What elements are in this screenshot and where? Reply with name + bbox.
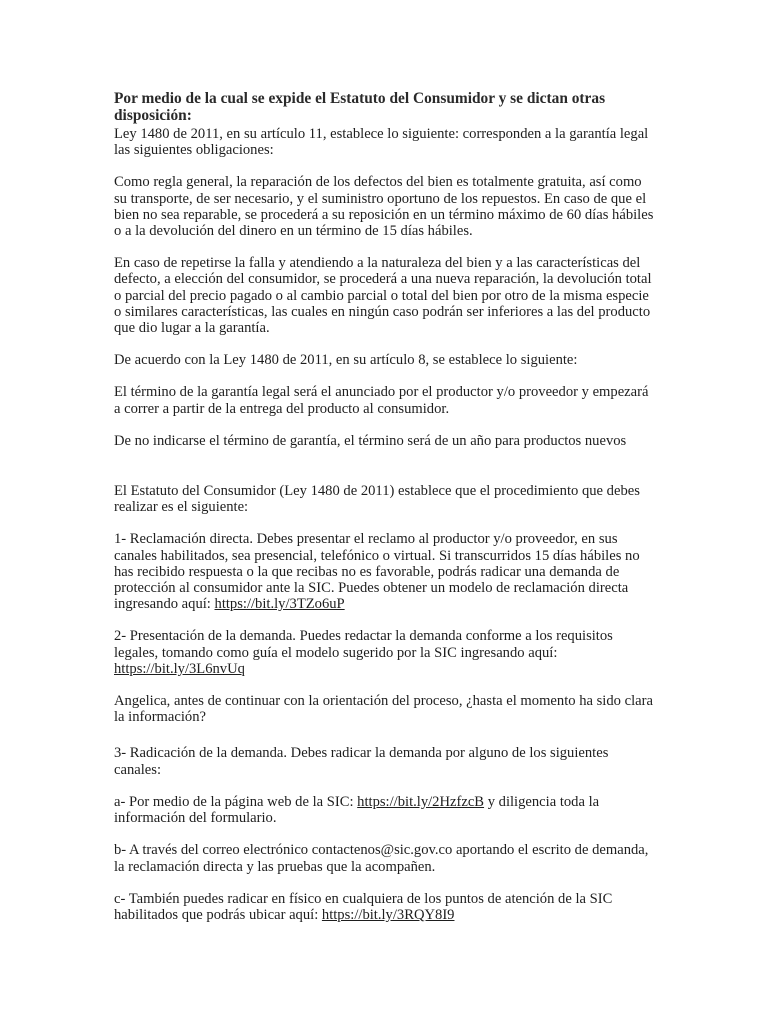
general-rule-paragraph: Como regla general, la reparación de los defectos del bien es totalmente gratuita, así como su transporte, de ser necesario, y el suministro oportuno de los repuestos. En caso de que el bien no sea reparable, se procederá a su reposición en un término máximo de 60 días hábiles o a la devolución del dinero en un término de 15 días hábiles. — [114, 174, 654, 240]
channel-c-paragraph — [114, 891, 654, 923]
default-term-paragraph: De no indicarse el término de garantía, el término será de un año para productos nuevos — [114, 432, 627, 449]
step-2-text: 2- Presentación de la demanda. Puedes redactar la demanda conforme a los requisitos legales, tomando como guía el modelo sugerido por la SIC ingresando aquí: — [114, 628, 613, 661]
channel-c-link[interactable]: https://bit.ly/3RQY8I9 — [321, 906, 455, 923]
step-1-link[interactable]: https://bit.ly/3TZo6uP — [214, 596, 345, 613]
step-2-paragraph — [114, 628, 654, 677]
step-3-paragraph: 3- Radicación de la demanda. Debes radicar la demanda por alguno de los siguientes canales: — [114, 745, 609, 778]
procedure-intro-paragraph: El Estatuto del Consumidor (Ley 1480 de 2011) establece que el procedimiento que debes realizar es el siguiente: — [114, 483, 640, 516]
clarity-question-paragraph: Angelica, antes de continuar con la orientación del proceso, ¿hasta el momento ha sido clara la información? — [114, 693, 653, 726]
channel-a-link[interactable]: https://bit.ly/2HzfzcB — [357, 793, 485, 810]
intro-paragraph: Ley 1480 de 2011, en su artículo 11, establece lo siguiente: corresponden a la garantía legal las siguientes obligaciones: — [114, 126, 649, 159]
channel-c-text: c- También puedes radicar en físico en cualquiera de los puntos de atención de la SIC habilitados que podrás ubicar aquí: — [114, 890, 613, 923]
step-1-text: 1- Reclamación directa. Debes presentar el reclamo al productor y/o proveedor, en sus canales habilitados, sea presencial, telefónico o virtual. Si transcurridos 15 días hábiles no has recibido respuesta o la que recibas no es favorable, podrás radicar una demanda de protección al consumidor ante la SIC. Puedes obtener un modelo de reclamación directa ingresando aquí: — [114, 531, 640, 613]
repeated-failure-paragraph: En caso de repetirse la falla y atendiendo a la naturaleza del bien y a las características del defecto, a elección del consumidor, se procederá a una nueva reparación, la devolución total o parcial del precio pagado o al cambio parcial o total del bien por otro de la misma especie o similares características, las cuales en ningún caso podrán ser inferiores a las del producto que dio lugar a la garantía. — [114, 255, 652, 337]
channel-a-text-after: y diligencia toda la información del formulario. — [114, 793, 600, 827]
channel-b-paragraph: b- A través del correo electrónico contactenos@sic.gov.co aportando el escrito de demanda, la reclamación directa y las pruebas que la acompañen. — [114, 842, 649, 875]
channel-a-paragraph — [114, 794, 654, 826]
warranty-term-paragraph: El término de la garantía legal será el anunciado por el productor y/o proveedor y empezará a correr a partir de la entrega del producto al consumidor. — [114, 384, 649, 417]
step-2-link[interactable]: https://bit.ly/3L6nvUq — [114, 660, 245, 677]
document-title: Por medio de la cual se expide el Estatuto del Consumidor y se dictan otras disposición: — [114, 90, 606, 124]
step-1-paragraph — [114, 531, 654, 612]
article-8-paragraph: De acuerdo con la Ley 1480 de 2011, en su artículo 8, se establece lo siguiente: — [114, 352, 578, 369]
document-page — [114, 90, 654, 939]
channel-a-text: a- Por medio de la página web de la SIC: — [114, 793, 358, 810]
